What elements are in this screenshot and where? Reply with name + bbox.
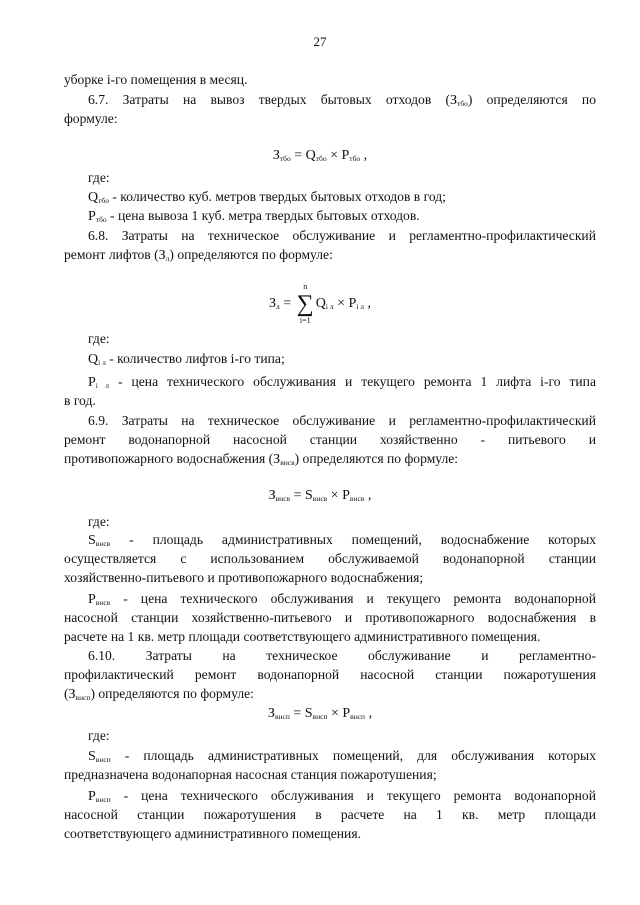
where-label: где:: [88, 514, 110, 529]
text-line: осуществляется с использованием обслуживаемой водонапорной станции: [64, 551, 596, 566]
page-number: 27: [313, 34, 327, 49]
text-line: предназначена водонапорная насосная станция пожаротушения;: [64, 767, 437, 782]
definition-line: $P_{i л}$ - цена технического обслуживания и текущего ремонта 1 лифта i-го типа: [88, 374, 596, 390]
definition-line: $P_{внсв}$ - цена технического обслуживания и текущего ремонта водонапорной: [88, 591, 596, 607]
where-label: где:: [88, 331, 110, 346]
formula-6-7: $З_{тбо} = Q_{тбо} \times P_{тбо}$ ,: [272, 148, 368, 163]
definition-line: $S_{внсп}$ - площадь административных помещений, для обслуживания которых: [88, 748, 596, 764]
text-line: $(З_{внсп})$ определяются по формуле:: [64, 686, 254, 702]
text-line: в год.: [64, 393, 96, 408]
definition-line: $S_{внсв}$ - площадь административных помещений, водоснабжение которых: [88, 532, 596, 548]
definition-line: $P_{тбо}$ - цена вывоза 1 куб. метра твердых бытовых отходов.: [88, 208, 420, 224]
section-6-7-heading: 6.7. Затраты на вывоз твердых бытовых отходов $(З_{тбо})$ определяются по: [88, 92, 596, 108]
where-label: где:: [88, 170, 110, 185]
text-line: ремонт лифтов $(З_л)$ определяются по формуле:: [64, 247, 333, 263]
definition-line: $P_{внсп}$ - цена технического обслуживания и текущего ремонта водонапорной: [88, 788, 596, 804]
text-line: ремонт водонапорной насосной станции хозяйственно - питьевого и: [64, 432, 596, 447]
text-line: насосной станции пожаротушения в расчете на 1 кв. метр площади: [64, 807, 596, 822]
definition-line: $Q_{i л}$ - количество лифтов i-го типа;: [88, 351, 285, 367]
text-line: насосной станции хозяйственно-питьевого и противопожарного водоснабжения в: [64, 610, 596, 625]
formula-6-8: $З_л$ = n ∑ i=1 $Q_{i л} \times P_{i л}$ ,: [268, 282, 371, 325]
text-line: противопожарного водоснабжения $(З_{внсв})$ определяются по формуле:: [64, 451, 459, 467]
text-line: расчете на 1 кв. метр площади соответствующего административного помещения.: [64, 629, 541, 644]
text-line: профилактический ремонт водонапорной насосной станции пожаротушения: [64, 667, 596, 682]
section-6-10-heading: 6.10. Затраты на техническое обслуживание и регламентно-: [88, 648, 596, 663]
where-label: где:: [88, 728, 110, 743]
section-6-8-heading: 6.8. Затраты на техническое обслуживание и регламентно-профилактический: [88, 228, 596, 243]
definition-line: $Q_{тбо}$ - количество куб. метров твердых бытовых отходов в год;: [88, 189, 446, 205]
text-line: хозяйственно-питьевого и противопожарного водоснабжения;: [64, 570, 424, 585]
text-line: соответствующего административного помещения.: [64, 826, 361, 841]
formula-6-9: $З_{внсв} = S_{внсв} \times P_{внсв}$ ,: [268, 488, 372, 503]
formula-6-10: $З_{внсп} = S_{внсп} \times P_{внсп}$ ,: [267, 706, 373, 721]
summation-symbol: n ∑ i=1: [296, 282, 314, 325]
section-6-9-heading: 6.9. Затраты на техническое обслуживание и регламентно-профилактический: [88, 413, 596, 428]
text-line: формуле:: [64, 111, 118, 126]
text-line: уборке i-го помещения в месяц.: [64, 72, 248, 87]
